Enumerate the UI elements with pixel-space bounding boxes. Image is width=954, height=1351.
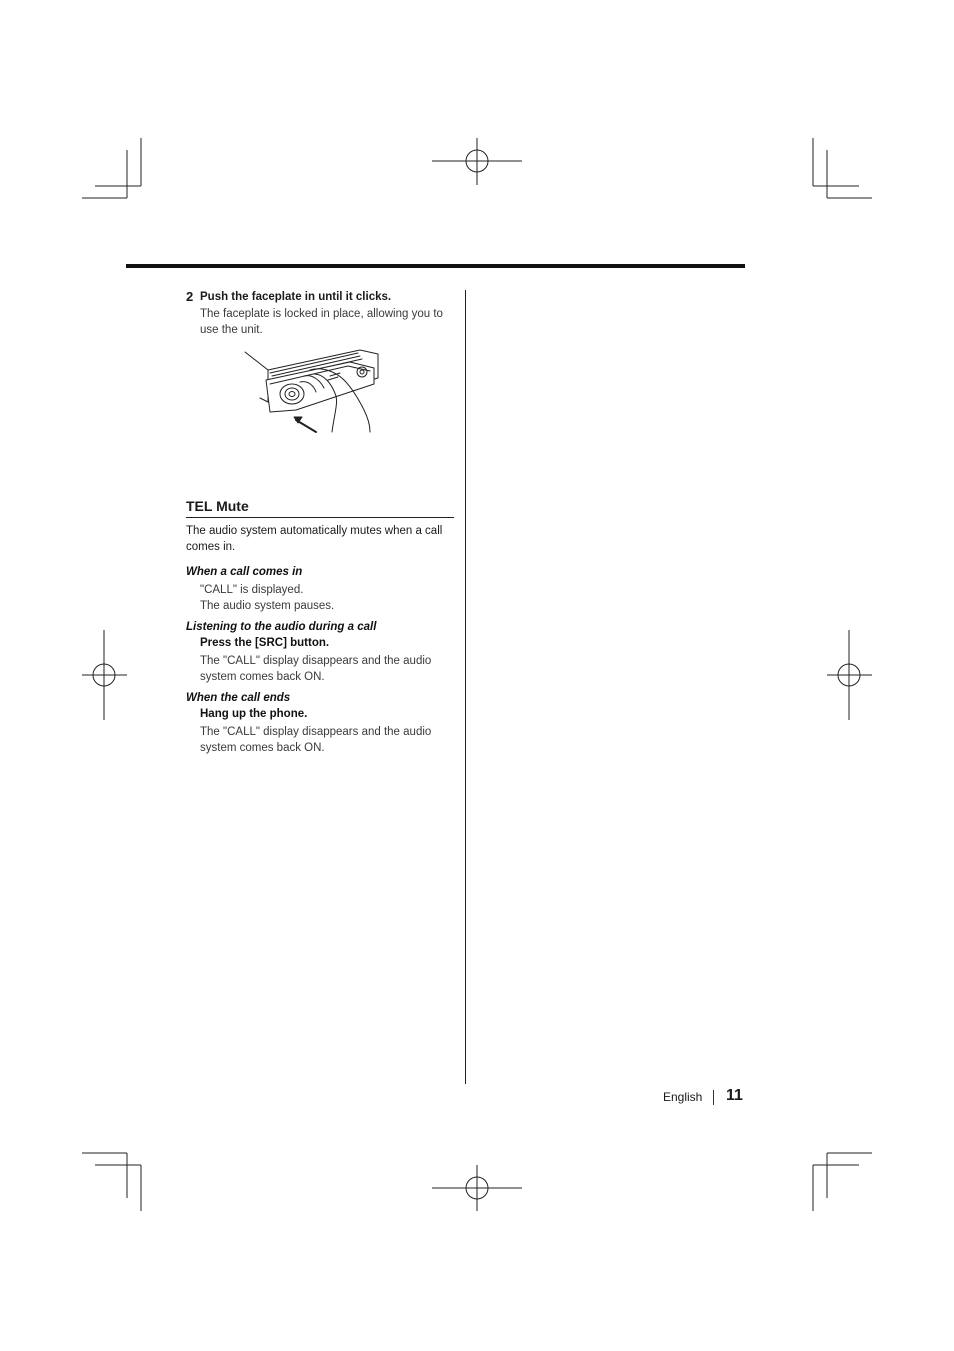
- section-heading: TEL Mute: [186, 498, 249, 514]
- faceplate-illustration: [240, 340, 390, 435]
- registration-target-bottom: [432, 1165, 522, 1211]
- subsection-title-call-comes-in: When a call comes in: [186, 566, 303, 578]
- page-number: 11: [726, 1087, 743, 1104]
- registration-target-left: [82, 630, 127, 720]
- step-description: The faceplate is locked in place, allowing you to use the unit.: [200, 308, 443, 336]
- footer-language: English: [663, 1090, 703, 1104]
- subsection-line: "CALL" is displayed.: [200, 584, 304, 596]
- subsection-action: Press the [SRC] button.: [200, 637, 330, 649]
- subsection-action: Hang up the phone.: [200, 708, 308, 720]
- column-divider: [465, 290, 466, 1084]
- subsection-title-listening: Listening to the audio during a call: [186, 621, 377, 633]
- header-rule: [126, 264, 745, 268]
- step-title: Push the faceplate in until it clicks.: [200, 291, 392, 303]
- section-intro: The audio system automatically mutes when a call comes in.: [186, 525, 443, 553]
- footer-separator: [713, 1090, 714, 1105]
- section-rule: [186, 517, 454, 518]
- subsection-title-call-ends: When the call ends: [186, 692, 291, 704]
- subsection-detail: The "CALL" display disappears and the audio system comes back ON.: [200, 655, 432, 683]
- subsection-line: The audio system pauses.: [200, 600, 335, 612]
- registration-target-top: [432, 138, 522, 185]
- subsection-detail: The "CALL" display disappears and the audio system comes back ON.: [200, 726, 432, 754]
- registration-target-right: [827, 630, 872, 720]
- step-number: 2: [186, 289, 194, 304]
